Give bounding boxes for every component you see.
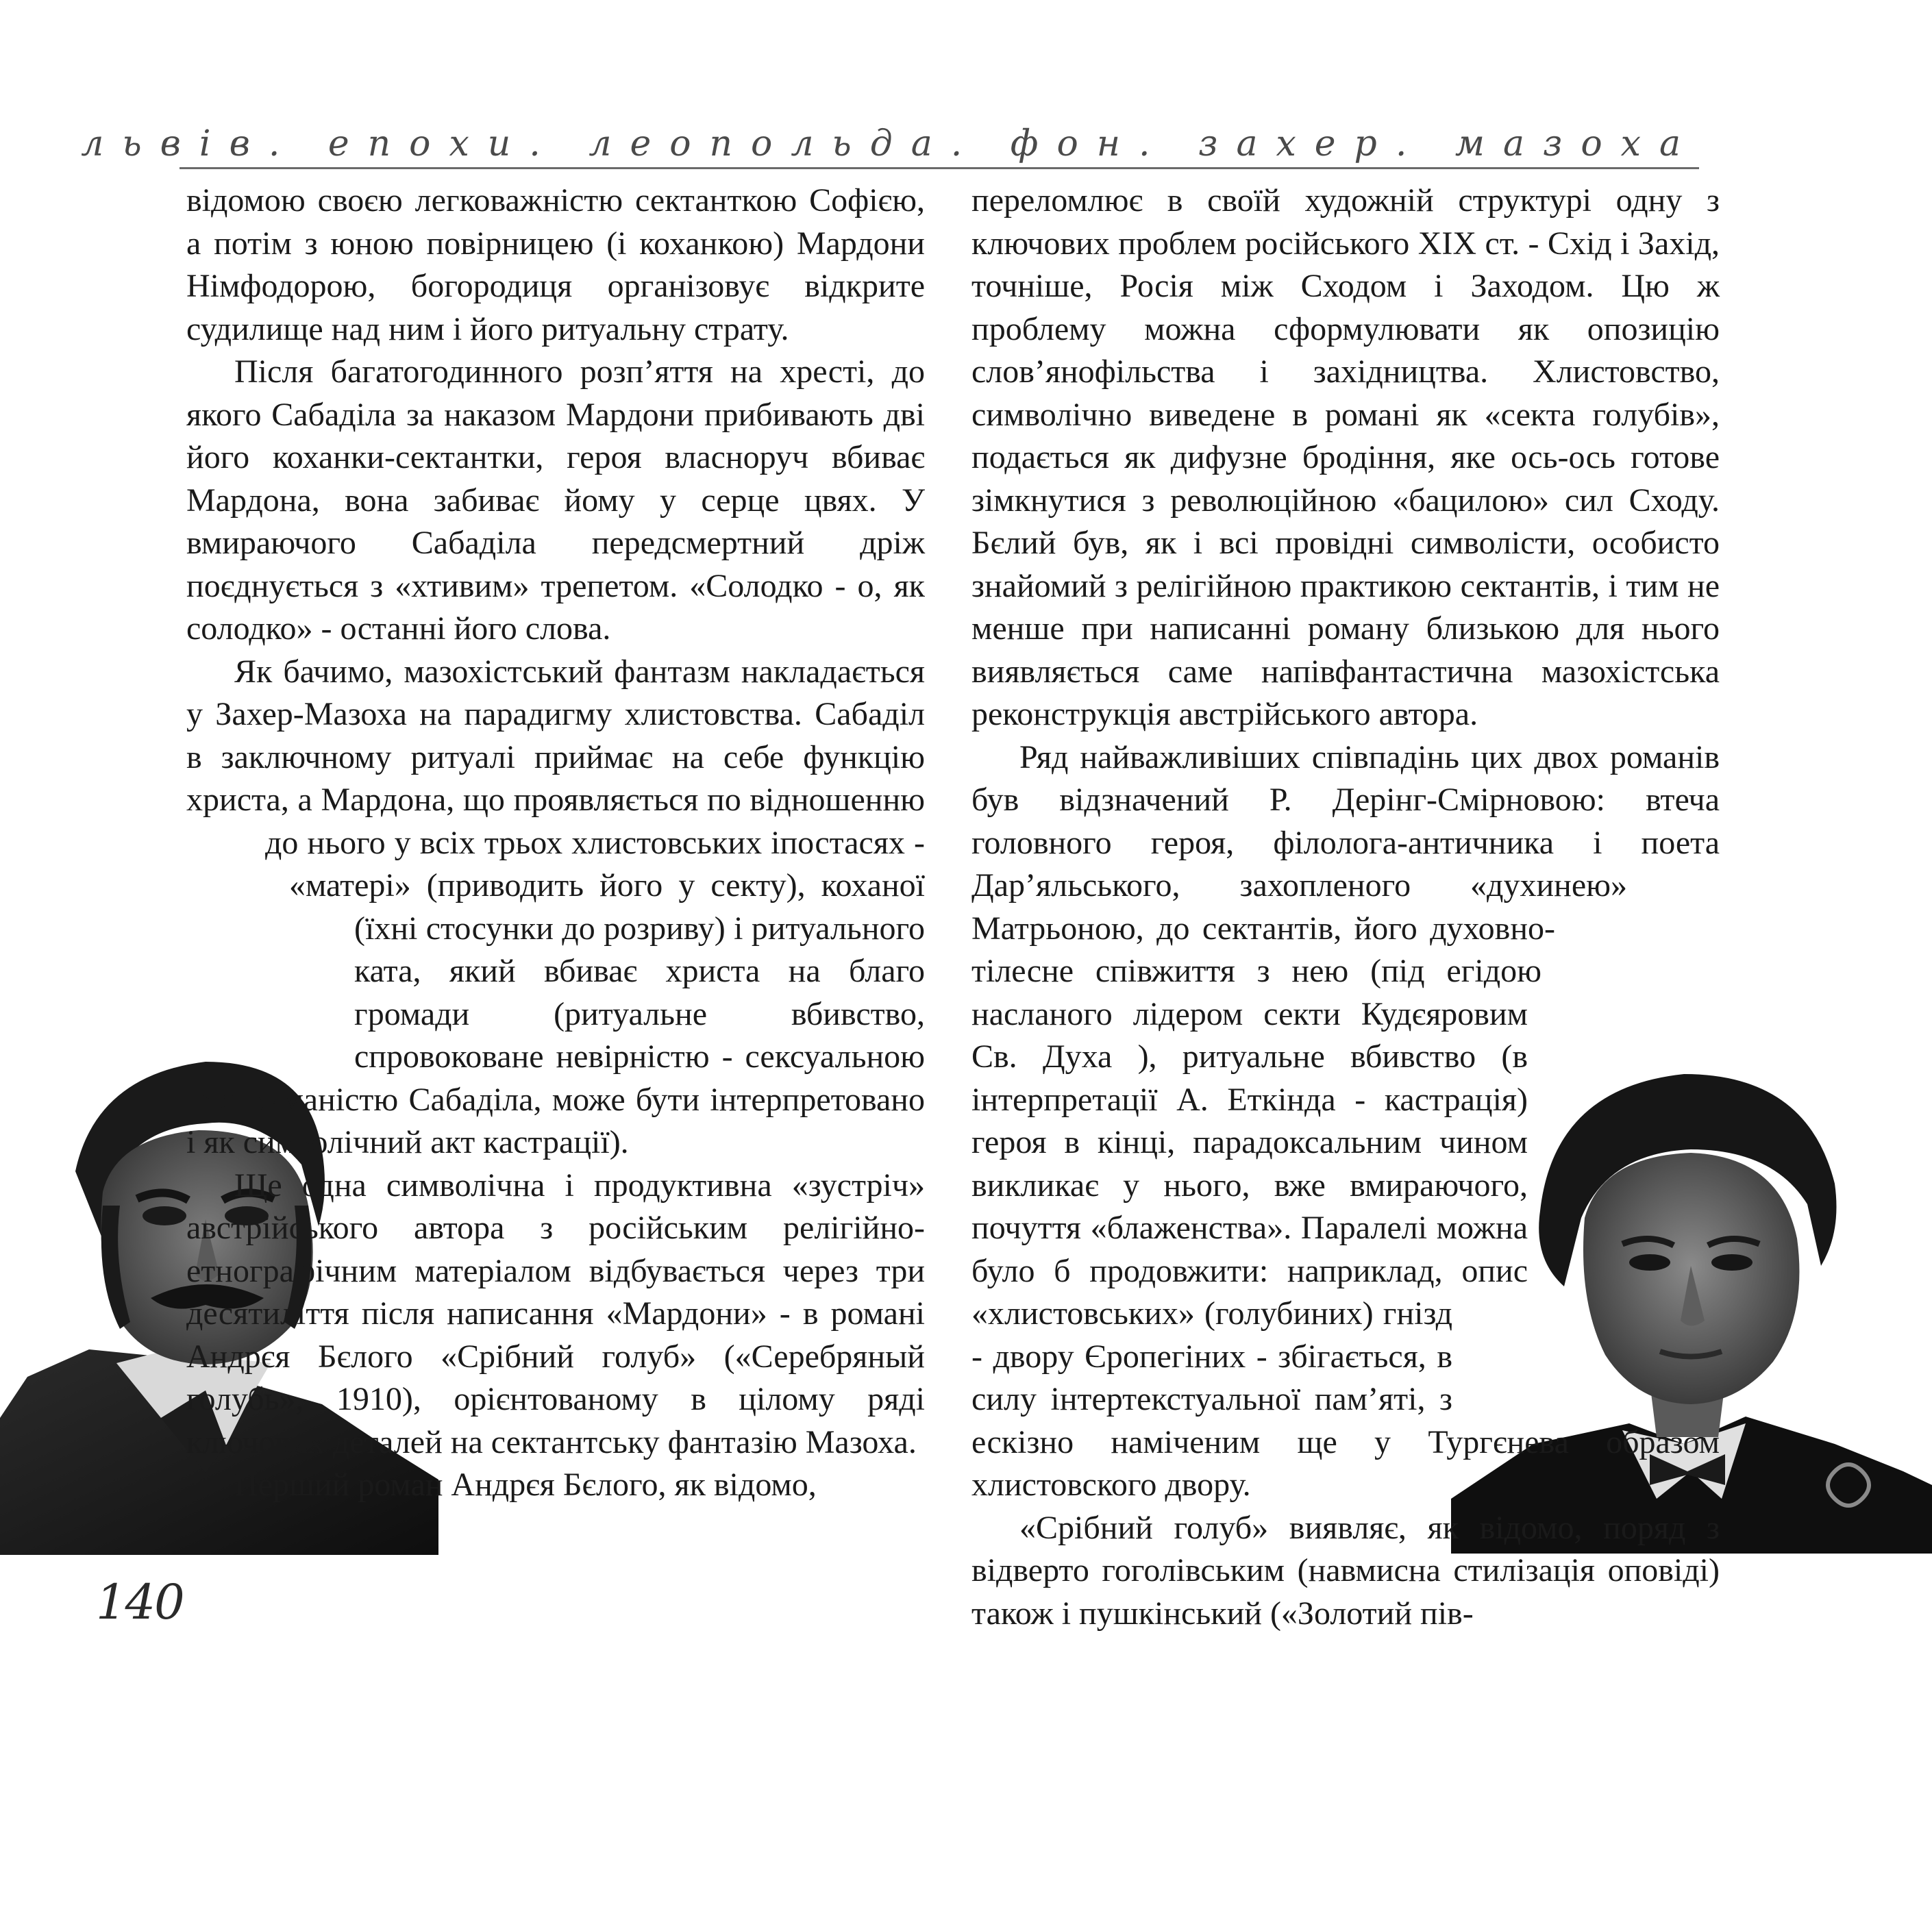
header-rule [179,167,1699,169]
right-paragraph: Ряд найважливіших співпадінь цих двох романів був відзначений Р. Дерінг-Смірновою: втеча головного героя, філолога-античника і поета Дар’яльського, захопленого «духинею» Матрьоною, до сектантів, його духовно-тілесне співжиття з нею (під егідою насланого лідером секти Кудєяровим Св. Духа ), ритуальне вбивство (в інтерпретації А. Еткінда - кастрація) героя в кінці, парадоксальним чином викликає у нього, вже вмираючого, почуття «блаженства». Паралелі можна було б продовжити: наприклад, опис «хлистовських» (голубиних) гнізд - двору Єропегіних - збігається, в силу інтертекстуальної пам’яті, з ескізно наміченим ще у Тургєнева образом хлистовского двору. [971,738,1720,1503]
right-text-column [971,179,1720,1635]
running-header-title: львів. епохи. леопольда. фон. захер. мазоха [81,123,1699,164]
right-paragraph: «Срібний голуб» виявляє, як відомо, поряд з відверто гоголівським (навмисна стилізація оповіді) також і пушкінський («Золотий пів- [971,1509,1720,1632]
right-paragraph: переломлює в своїй художній структурі одну з ключових проблем російського XIX ст. - Схід і Захід, точніше, Росія між Сходом і Заходом. Цю ж проблему можна сформулювати як опозицію слов’янофільства і західництва. Хлистовство, символічно виведене в романі як «секта голубів», подається як дифузне бродіння, яке ось-ось готове зімкнутися з революційною «бацилою» сил Сходу. Бєлий був, як і всі провідні символісти, особисто знайомий з релігійною практикою сектантів, і тим не менше при написанні роману близькою для нього виявляється саме напівфантастична мазохістська реконструкція австрійського автора. [971,182,1720,732]
page-number: 140 [96,1574,184,1630]
left-paragraph: Як бачимо, мазохістський фантазм накладається у Захер-Мазоха на парадигму хлистовства. Сабаділ в заключному ритуалі приймає на себе функцію христа, а Мардона, що проявляється по відношенню до нього у всіх трьох хлистовських іпостасях - «матері» (приводить його у секту), коханої (їхні стосунки до розриву) і ритуального ката, який вбиває христа на благо громади (ритуальне вбивство, спровоковане невірністю - сексуальною нестриманістю Сабаділа, може бути інтерпретовано і як символічний акт кастрації). [186,653,925,1160]
left-text-column [186,179,925,1507]
left-paragraph: Перший роман Андрєя Бєлого, як відомо, [234,1467,817,1503]
left-paragraph: Ще одна символічна і продуктивна «зустріч» австрійського автора з російським релігійно-етнографічним матеріалом відбувається через три десятиліття після написання «Мардони» - в романі Андрєя Бєлого «Срібний голуб» («Серебряный голубь», 1910), орієнтованому в цілому ряді ключових деталей на сектантську фантазію Мазоха. [186,1167,925,1460]
left-paragraph: Після багатогодинного розп’яття на хресті, до якого Сабаділа за наказом Мардони прибивають дві його коханки-сектантки, героя власноруч вбиває Мардона, вона забиває йому у серце цвях. У вмираючого Сабаділа передсмертний дріж поєднується з «хтивим» трепетом. «Солодко - о, як солодко» - останні його слова. [186,353,925,647]
left-paragraph: відомою своєю легковажністю сектанткою Софією, а потім з юною повірницею (і коханкою) Мардони Німфодорою, богородиця організовує відкрите судилище над ним і його ритуальну страту. [186,182,925,347]
